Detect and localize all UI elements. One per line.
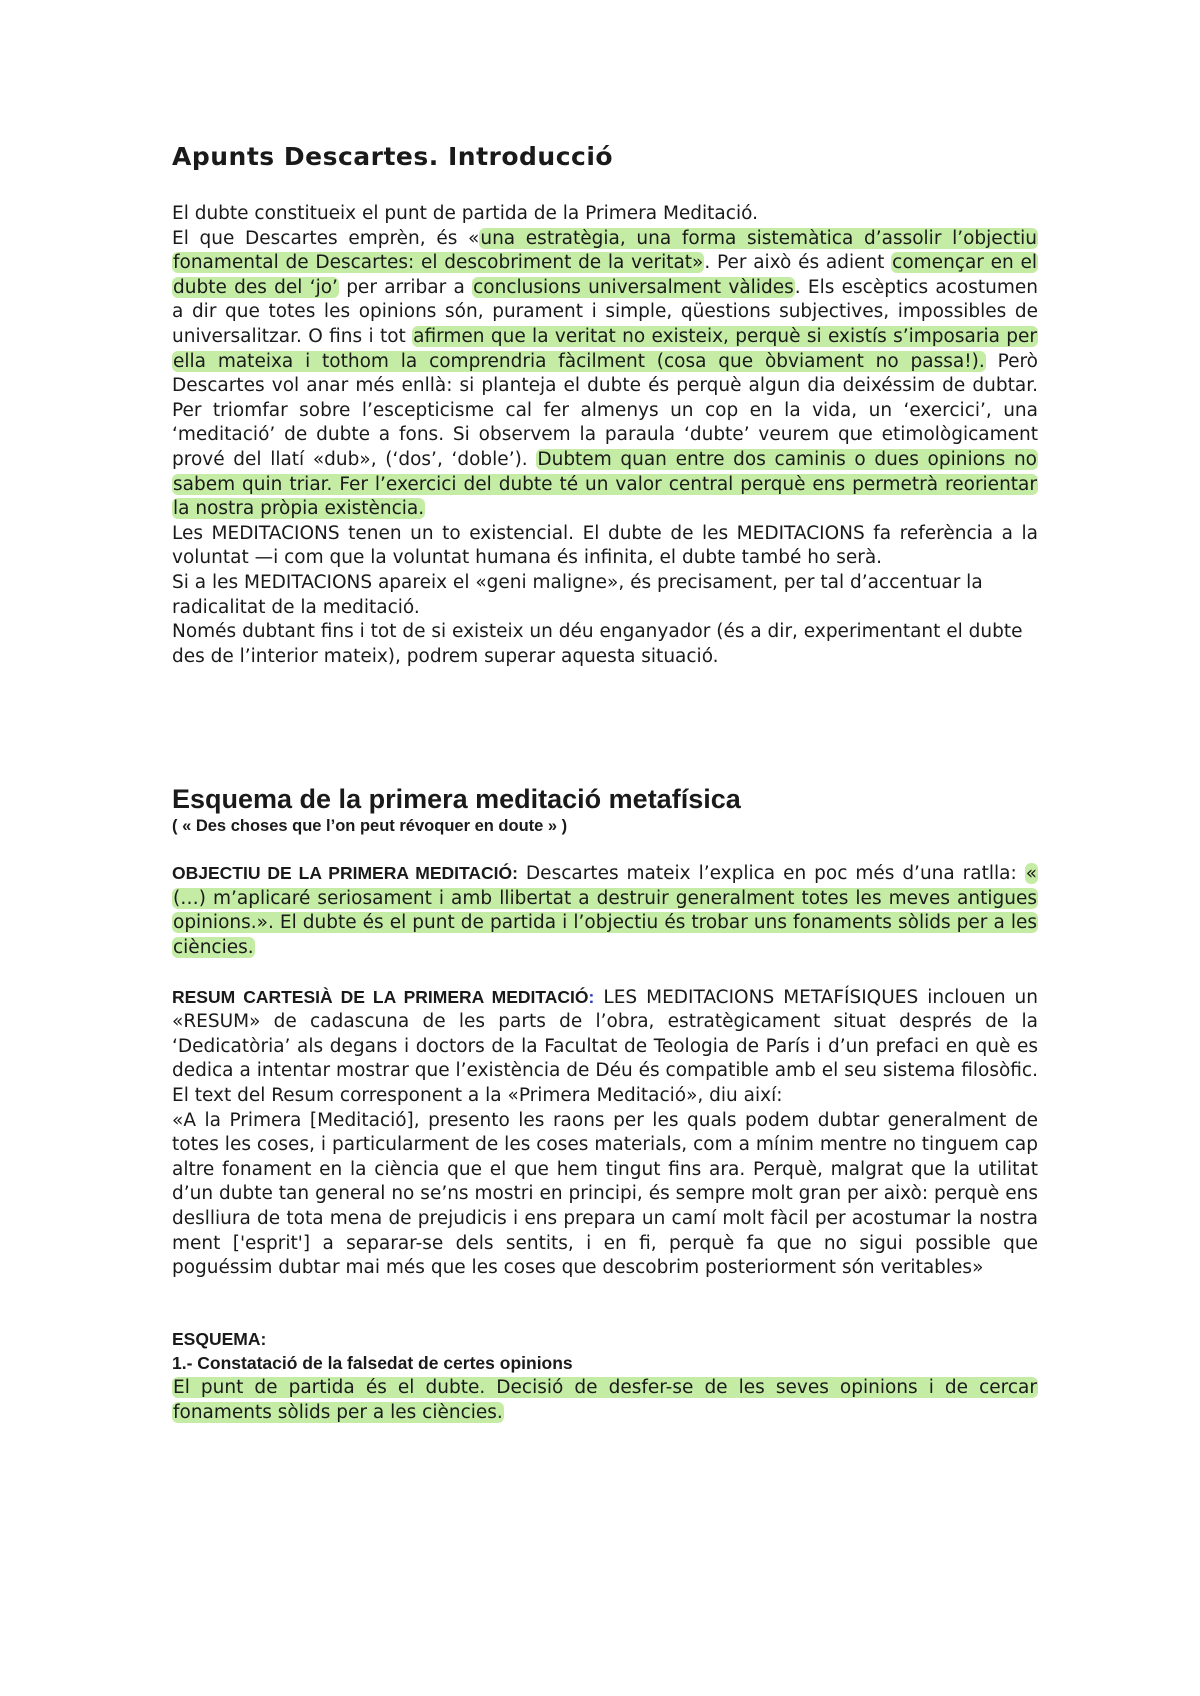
text-run: LES MEDITACIONS METAFÍSIQUES inclouen un «RESUM» de cadascuna de les parts de l’obra, estratègicament situat després de la ‘Dedicatòria’ als degans i doctors de la Facultat de Teologia de París i d’un prefaci en què es dedica a intentar mostrar que l’existència de Déu és compatible amb el seu sistema filosòfic. El text del Resum corresponent a la «Primera Meditació», diu així: xyxy=(172,986,1039,1107)
point-1-heading: 1.- Constatació de la falsedat de certes opinions xyxy=(172,1353,573,1374)
resum-quote: «A la Primera [Meditació], presento les raons per les quals podem dubtar generalment de totes les coses, i particularment de les coses materials, com a mínim mentre no tinguem cap altre fonament en la ciència que el que hem tingut fins ara. Perquè, malgrat que la utilitat d’un dubte tan general no se’ns mostri en principi, és sempre molt gran per això: perquè ens deslliura de tota mena de prejudicis i ens prepara un camí molt fàcil per acostumar la nostra ment ['esprit'] a separar-se dels sentits, i en fi, perquè fa que no sigui possible que poguéssim dubtar mai més que les coses que descobrim posteriorment són veritables» xyxy=(172,1109,1038,1279)
intro-title: Apunts Descartes. Introducció xyxy=(172,142,614,171)
resum-colon: : xyxy=(588,986,595,1007)
highlighted-text: començar en el dubte des del ‘jo’ xyxy=(173,252,1037,298)
intro-paragraph-3: Les MEDITACIONS tenen un to existencial. El dubte de les MEDITACIONS fa referència a la voluntat —i com que la voluntat humana és infinita, el dubte també ho serà. xyxy=(172,522,1038,569)
point-1-text xyxy=(172,1376,1038,1425)
objectiu-paragraph xyxy=(172,861,1038,960)
spacer xyxy=(172,1281,1038,1327)
resum-label: RESUM CARTESIÀ DE LA PRIMERA MEDITACIÓ xyxy=(172,986,589,1007)
highlighted-text: una estratègia, una forma sistemàtica d’assolir l’objectiu fonamental de Descartes: el descobriment de la veritat» xyxy=(173,227,1037,274)
schema-subtitle: ( « Des choses que l’on peut révoquer en doute » ) xyxy=(172,817,568,836)
spacer xyxy=(172,961,1038,985)
esquema-label: ESQUEMA: xyxy=(172,1328,267,1349)
objectiu-label: OBJECTIU DE LA PRIMERA MEDITACIÓ: xyxy=(172,863,518,884)
text-run: Descartes mateix l’explica en poc més d’una ratlla: xyxy=(517,863,1025,885)
text-run: per arribar a xyxy=(338,276,473,298)
highlighted-text: El punt de partida és el dubte. Decisió de desfer-se de les seves opinions i de cercar fonaments sòlids per a les ciències. xyxy=(173,1376,1037,1423)
intro-paragraph-2 xyxy=(172,227,1038,522)
highlighted-text: Dubtem quan entre dos caminis o dues opinions no sabem quin triar. Fer l’exercici del dubte té un valor central perquè ens permetrà reorientar la nostra pròpia existència. xyxy=(173,448,1037,520)
text-run: . Els escèptics acostumen a dir que totes les opinions són, purament i simple, qüestions subjectives, impossibles de universalitzar. O fins i tot xyxy=(172,276,1038,347)
intro-paragraph-4: Si a les MEDITACIONS apareix el «geni maligne», és precisament, per tal d’accentuar la radicalitat de la meditació. xyxy=(172,571,983,618)
resum-paragraph xyxy=(172,985,1038,1109)
text-run: . Per això és adient xyxy=(704,252,892,274)
text-run: El que Descartes emprèn, és « xyxy=(172,227,480,249)
schema-title: Esquema de la primera meditació metafísica xyxy=(172,784,741,815)
document-page xyxy=(172,140,1038,1425)
highlighted-text: « (…) m’aplicaré seriosament i amb llibertat a destruir generalment totes les meves antigues opinions.». El dubte és el punt de partida i l’objectiu és trobar uns fonaments sòlids per a les ciències. xyxy=(173,863,1038,959)
highlighted-text: afirmen que la veritat no existeix, perquè si existís s’imposaria per ella mateixa i tothom la comprendria fàcilment (cosa que òbviament no passa!). xyxy=(173,325,1037,372)
intro-paragraph-5: Només dubtant fins i tot de si existeix un déu enganyador (és a dir, experimentant el dubte des de l’interior mateix), podrem superar aquesta situació. xyxy=(172,621,1023,667)
intro-paragraph-1: El dubte constitueix el punt de partida de la Primera Meditació. xyxy=(172,203,758,224)
highlighted-text: conclusions universalment vàlides xyxy=(473,276,794,298)
text-run: Però Descartes vol anar més enllà: si planteja el dubte és perquè algun dia deixéssim de dubtar. Per triomfar sobre l’escepticisme cal fer almenys un cop en la vida, un ‘exercici’, una ‘meditació’ de dubte a fons. Si observem la paraula ‘dubte’ veurem que etimològicament prové del llatí «dub», (‘dos’, ‘doble’). xyxy=(172,350,1038,470)
